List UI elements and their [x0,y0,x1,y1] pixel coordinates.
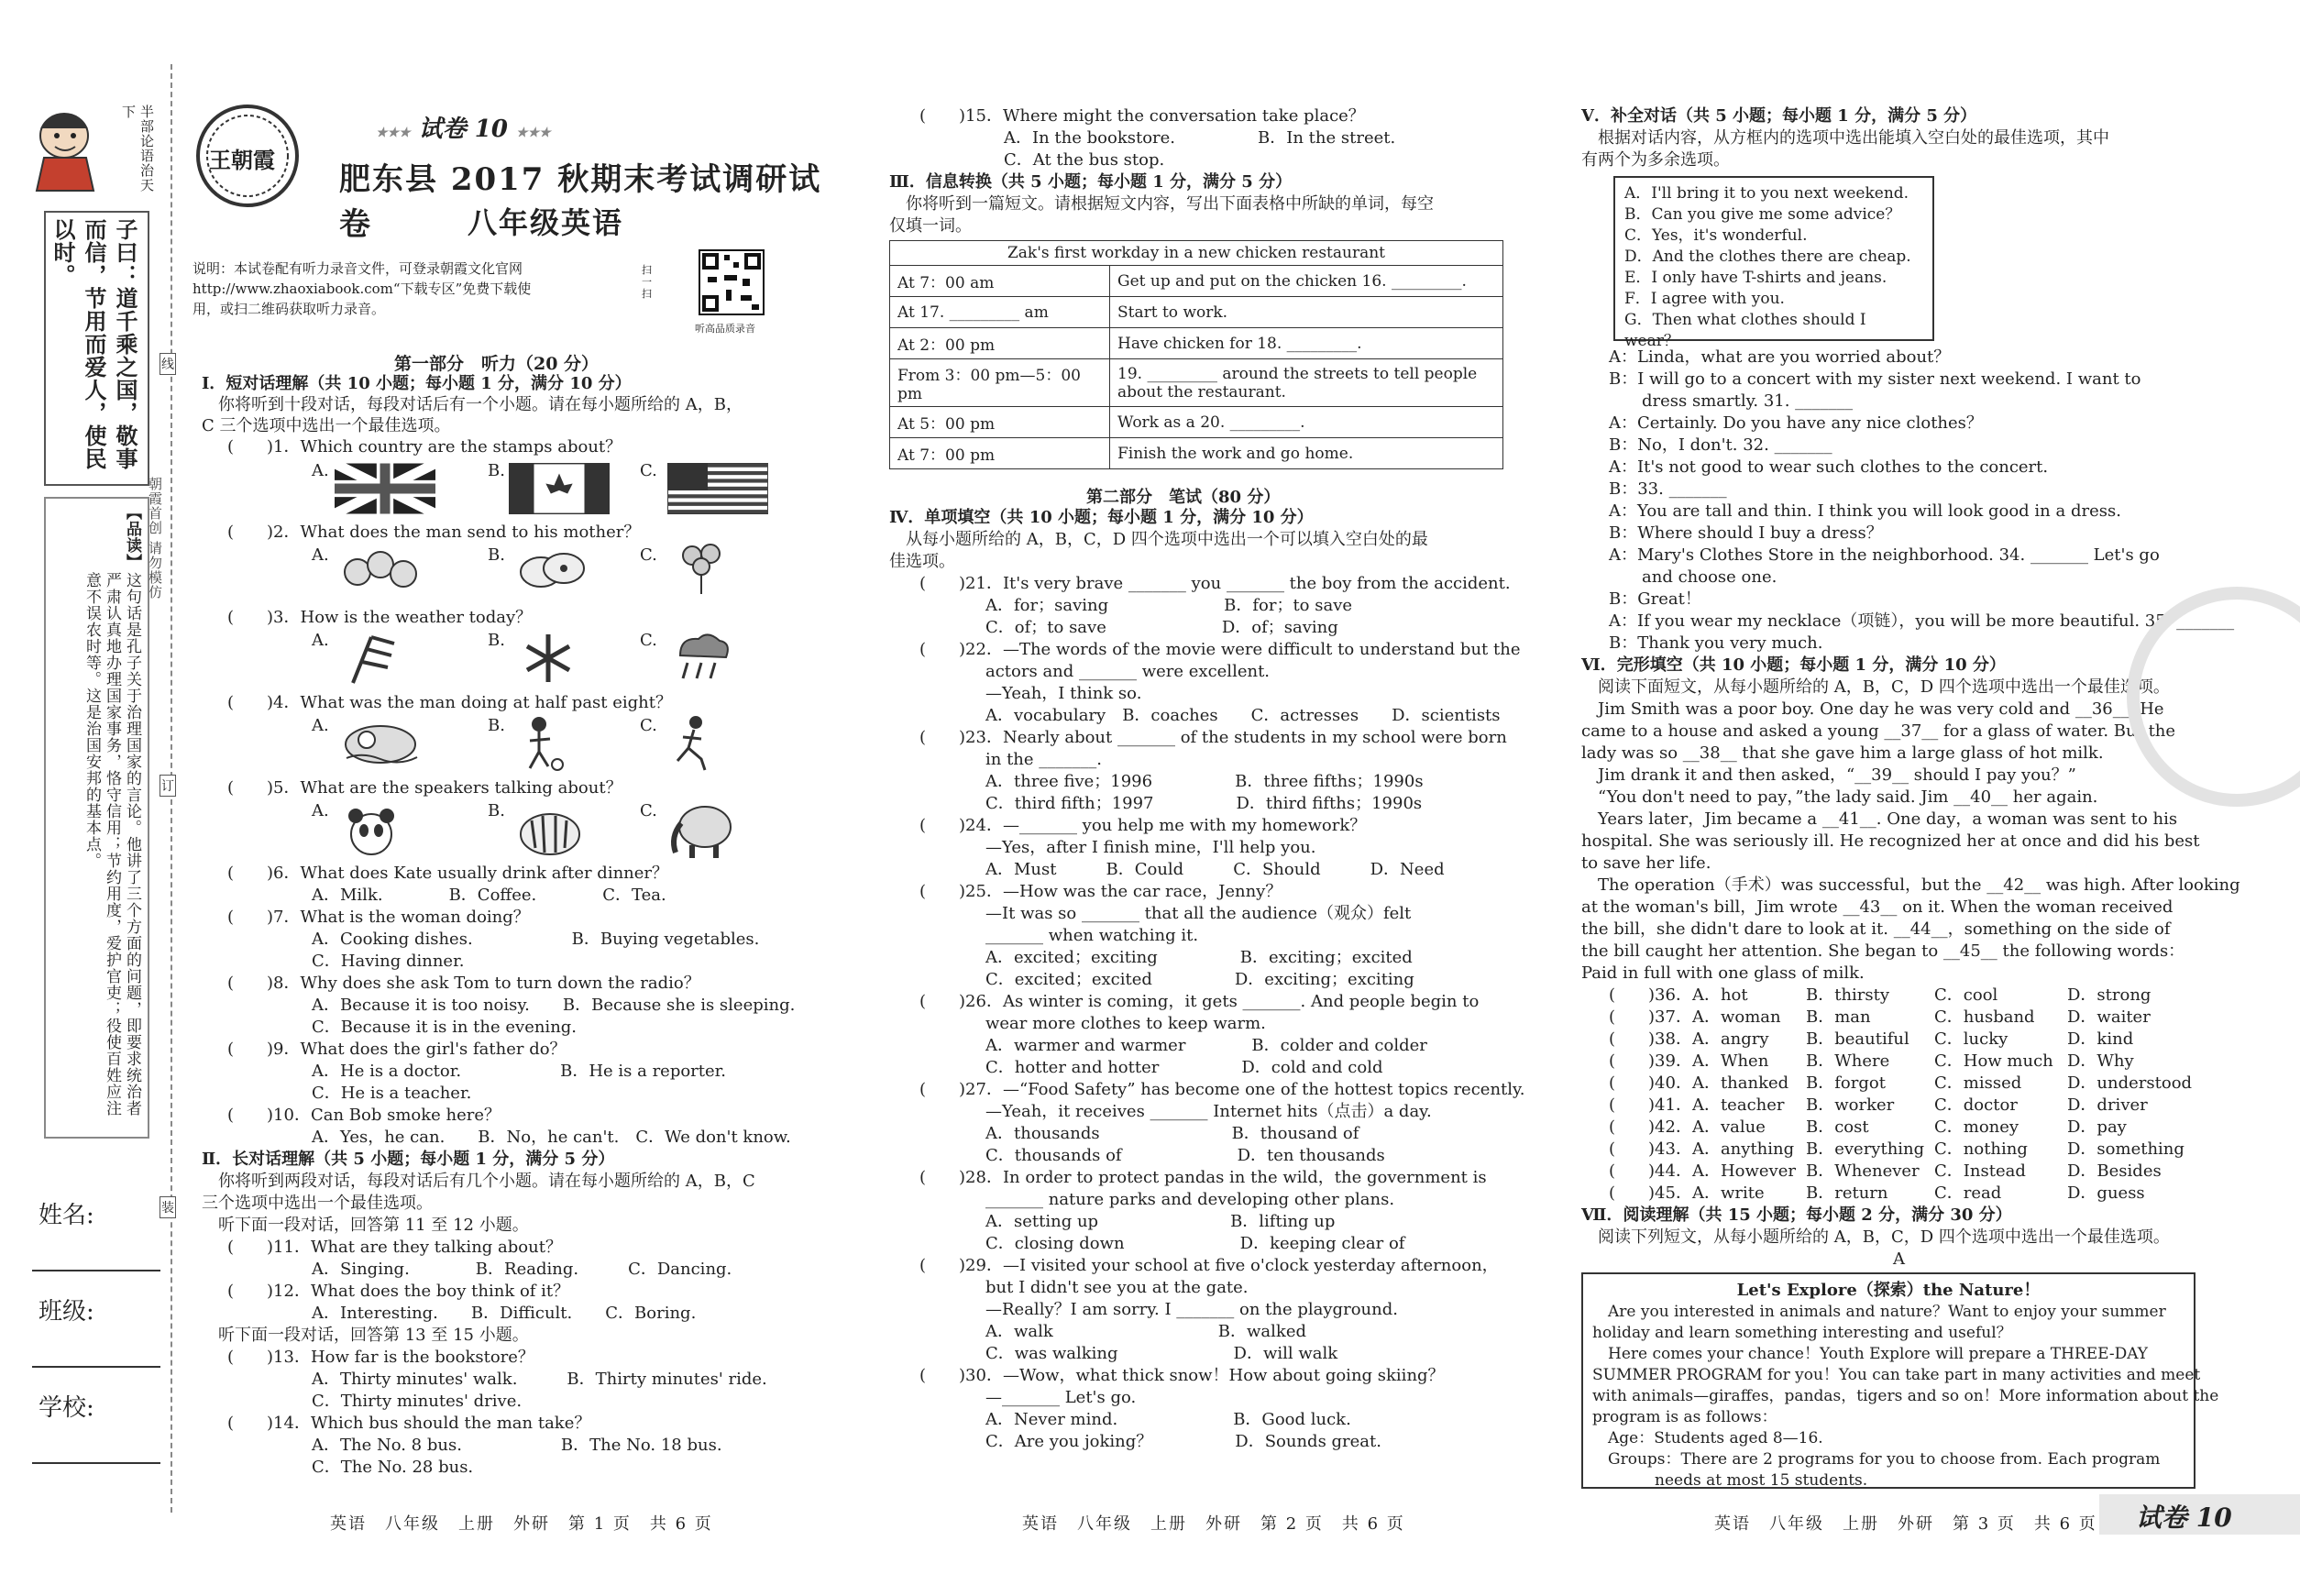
question-line: C．was walking D．will walk [919,1344,1338,1363]
flowers-icon [669,539,733,602]
cloze-option: B．Where [1806,1051,1890,1071]
tiger-icon [513,798,587,864]
cloze-option: ( )36．A．hot [1609,985,1748,1005]
cloze-option: B．Whenever [1806,1161,1920,1181]
sec3-instr-1: 你将听到一篇短文。请根据短文内容，写出下面表格中所缺的单词，每空 [889,194,1434,214]
question-line: —_______ Let's go. [919,1388,1137,1407]
dialogue-line: dress smartly. 31. _______ [1609,391,1854,411]
option-b-label: B. [488,716,505,735]
class-label: 班级: [39,1298,94,1326]
motto-top: 半部论语治天下 [120,105,155,193]
cloze-option-row [1609,1029,2195,1051]
question-line: A．walk B．walked [919,1322,1307,1341]
question-7: ( )7．What is the woman doing？ [227,908,530,927]
cloze-option: ( )40．A．thanked [1609,1073,1789,1093]
box-option: F．I agree with you. [1624,290,1785,308]
passage-letter: A [1893,1249,1905,1269]
question-15-options-2: C．At the bus stop. [1004,150,1165,170]
cloze-option-row [1609,1095,2195,1117]
question-line: ( )21．It's very brave _______ you _______ the boy from the accident. [919,574,1511,593]
passage-line: holiday and learn something interesting and useful？ [1592,1324,2012,1342]
passage-line: needs at most 15 students. [1592,1471,1868,1490]
question-line: A．setting up B．lifting up [919,1212,1336,1231]
cloze-option-row [1609,1117,2195,1139]
sec5-instr-2: 有两个为多余选项。 [1581,150,1730,170]
dialogue-line: B：Where should I buy a dress？ [1609,523,1883,543]
exam-subtitle: 八年级英语 [468,205,624,240]
page-1 [193,101,834,1534]
reading-label: 【品读】 [123,504,141,570]
question-line: —Yeah，I think so. [919,684,1142,703]
sec4-title: Ⅳ．单项填空（共 10 小题；每小题 1 分，满分 10 分） [889,508,1314,527]
question-9-options-1: A．He is a doctor. B．He is a reporter. [312,1062,727,1081]
panda-icon [339,799,403,863]
passage-text [1592,1302,2219,1491]
option-c-label: C. [640,716,657,735]
box-option: A．I'll bring it to you next weekend. [1624,184,1909,203]
question-12-options: A．Interesting. B．Difficult. C．Boring. [312,1304,697,1323]
cloze-option: D．understood [2067,1073,2193,1093]
sidebar [28,101,170,1476]
cloze-option-row [1609,1183,2195,1205]
cloze-option: C．missed [1934,1073,2022,1093]
dialogue-line: A：Mary's Clothes Store in the neighborhood. 34. _______ Let's go [1609,545,2160,565]
option-a-label: A. [312,545,329,565]
dialogue-line: A：You are tall and thin. I think you will look good in a dress. [1609,501,2121,521]
option-b-label: B. [488,801,505,820]
question-8-options-1: A．Because it is too noisy. B．Because she is sleeping. [312,996,796,1015]
class-field[interactable] [32,1366,160,1368]
box-option: G．Then what clothes should I wear？ [1624,311,1866,350]
table-cell: Get up and put on the chicken 16. _________. [1110,266,1503,297]
cloze-option: B．worker [1806,1095,1895,1115]
cloze-option: ( )45．A．write [1609,1183,1765,1203]
cloze-option-row [1609,985,2195,1007]
table-cell: At 2：00 pm [890,328,1110,359]
passage-title: Let's Explore（探索）the Nature！ [1736,1281,2041,1300]
question-12: ( )12．What does the boy think of it？ [227,1282,570,1301]
windy-icon [344,633,399,691]
dialogue-line: B：I will go to a concert with my sister next weekend. I want to [1609,369,2141,389]
cloze-option: D．guess [2067,1183,2145,1203]
cloze-option: ( )39．A．When [1609,1051,1769,1071]
listen-instr-2: 听下面一段对话，回答第 13 至 15 小题。 [202,1326,529,1345]
sec7-instr: 阅读下列短文，从每小题所给的 A，B，C，D 四个选项中选出一个最佳选项。 [1581,1227,2170,1247]
name-field[interactable] [32,1270,160,1271]
question-line: in the _______. [919,750,1102,769]
question-6: ( )6．What does Kate usually drink after dinner？ [227,864,669,883]
dialogue [1609,347,2235,655]
cloze-option: D．something [2067,1139,2184,1159]
cloze-option: C．cool [1934,985,1998,1005]
page-3 [1577,101,2240,1534]
cloze-option: D．pay [2067,1117,2127,1137]
brand-logo [193,101,303,211]
question-line: A．three five；1996 B．three fifths；1990s [919,772,1424,791]
cloze-passage [1581,699,2240,985]
canada-flag-icon [509,463,610,514]
cloze-option-row [1609,1073,2195,1095]
option-a-label: A. [312,631,329,650]
header-note: 说明：本试卷配有听力录音文件，可登录朝霞文化官网 http://www.zhaoxiabook.com“下载专区”免费下载使 用，或扫二维码获取听力录音。 [193,260,532,317]
passage-line: SUMMER PROGRAM for you！You can take part in many activities and meet [1592,1366,2201,1384]
part2-title: 第二部分 笔试（80 分） [1086,488,1281,507]
question-line: C．thousands of D．ten thousands [919,1146,1385,1165]
question-13-options-1: A．Thirty minutes' walk. B．Thirty minutes' ride. [312,1370,767,1389]
cloze-line: hospital. She was seriously ill. He recognized her at once and did his best [1581,831,2200,851]
question-line: but I didn't see you at the gate. [919,1278,1249,1297]
rainy-icon [669,628,733,688]
question-11-options: A．Singing. B．Reading. C．Dancing. [312,1260,732,1279]
cloze-option-row [1609,1051,2195,1073]
option-a-label: A. [312,461,329,480]
cloze-line: “You don't need to pay，”the lady said. Jim __40__ her again. [1581,787,2098,807]
seal-char-1: 线 [160,353,176,375]
seal-char-3: 装 [160,1196,176,1218]
option-c-label: C. [640,801,657,820]
question-14-options-2: C．The No. 28 bus. [312,1458,474,1477]
question-line: wear more clothes to keep warm. [919,1014,1266,1033]
cloze-option: D．kind [2067,1029,2134,1049]
cloze-option: B．man [1806,1007,1871,1027]
question-15-options-1: A．In the bookstore. B．In the street. [1004,128,1396,148]
cloze-line: Paid in full with one glass of milk. [1581,963,1865,983]
question-line: C．third fifth；1997 D．third fifths；1990s [919,794,1423,813]
sec1-instr-1: 你将听到十段对话，每段对话后有一个小题。请在每小题所给的 A，B， [202,395,743,414]
question-8: ( )8．Why does she ask Tom to turn down the radio？ [227,974,700,993]
cloze-option: B．cost [1806,1117,1869,1137]
uk-flag-icon [335,463,435,514]
table-cell: At 5：00 pm [890,407,1110,438]
question-line: ( )29．—I visited your school at five o'clock yesterday afternoon， [919,1256,1499,1275]
passage-line: with animals—giraffes，pandas，tigers and so on！More information about the [1592,1387,2219,1405]
cloze-option: D．strong [2067,985,2151,1005]
question-line: A．Must B．Could C．Should D．Need [919,860,1445,879]
cloze-option: ( )44．A．However [1609,1161,1796,1181]
single-choice-questions [919,573,1525,1453]
quote-box [44,211,149,486]
cloze-option: C．money [1934,1117,2019,1137]
question-7-options-2: C．Having dinner. [312,952,465,971]
sec7-title: Ⅶ．阅读理解（共 15 小题；每小题 2 分，满分 30 分） [1581,1205,2012,1225]
dialogue-line: A：Certainly. Do you have any nice clothes？ [1609,413,1983,433]
dialogue-line: A：It's not good to wear such clothes to the concert. [1609,457,2049,477]
sec3-instr-2: 仅填一词。 [889,216,972,236]
question-9-options-2: C．He is a teacher. [312,1084,472,1103]
table-cell: Work as a 20. _________. [1110,407,1503,438]
dialogue-line: B：Great！ [1609,589,1701,609]
box-option: B．Can you give me some advice？ [1624,205,1901,224]
question-9: ( )9．What does the girl's father do？ [227,1040,567,1059]
passage-line: Are you interested in animals and nature？Want to enjoy your summer [1592,1303,2166,1321]
question-4: ( )4．What was the man doing at half past eight？ [227,693,672,712]
cloze-option-row [1609,1161,2195,1183]
dialogue-line: and choose one. [1609,567,1777,587]
table-cell: At 17. _________ am [890,297,1110,328]
cloze-option: ( )43．A．anything [1609,1139,1795,1159]
question-line: A．warmer and warmer B．colder and colder [919,1036,1427,1055]
question-line: actors and _______ were excellent. [919,662,1271,681]
sec5-instr-1: 根据对话内容，从方框内的选项中选出能填入空白处的最佳选项，其中 [1581,128,2109,148]
passage-line: Age：Students aged 8—16. [1592,1429,1823,1447]
cookies-icon [339,545,422,599]
cloze-option: D．driver [2067,1095,2148,1115]
table-row [890,297,1503,328]
running-icon [665,713,720,776]
question-14: ( )14．Which bus should the man take？ [227,1414,591,1433]
listen-instr-1: 听下面一段对话，回答第 11 至 12 小题。 [202,1216,529,1235]
page-2 [885,101,1525,1534]
option-c-label: C. [640,631,657,650]
cloze-line: Jim Smith was a poor boy. One day he was very cold and __36__. He [1581,699,2164,719]
cloze-line: Years later，Jim became a __41__. One day，a woman was sent to his [1581,809,2178,829]
question-line: —It was so _______ that all the audience（观众）felt [919,904,1412,923]
cloze-option: D．Why [2067,1051,2134,1071]
corner-tag [2099,1494,2300,1535]
table-row [890,328,1503,359]
cloze-line: Jim drank it and then asked，“__39__ should I pay you？” [1581,765,2076,785]
question-line: ( )25．—How was the car race，Jenny？ [919,882,1282,901]
cloze-line: The operation（手术）was successful，but the __42__ was high. After looking [1581,875,2240,895]
option-b-label: B. [488,631,505,650]
page-2-footer: 英语 八年级 上册 外研 第 2 页 共 6 页 [1022,1514,1405,1534]
cloze-line: lady was so __38__ that she gave him a large glass of hot milk. [1581,743,2104,763]
sec6-title: Ⅵ．完形填空（共 10 小题；每小题 1 分，满分 10 分） [1581,655,2006,675]
dialogue-line: B：33. _______ [1609,479,1727,499]
cloze-option-row [1609,1007,2195,1029]
sec1-instr-2: C 三个选项中选出一个最佳选项。 [202,416,451,435]
passage-box [1581,1272,2219,1490]
question-13-options-2: C．Thirty minutes' drive. [312,1392,523,1411]
question-line: —Really？I am sorry. I _______ on the playground. [919,1300,1398,1319]
table-cell: From 3：00 pm—5：00 pm [890,359,1110,407]
question-line: A．Never mind. B．Good luck. [919,1410,1351,1429]
sec2-instr-1: 你将听到两段对话，每段对话后有几个小题。请在每小题所给的 A，B，C [202,1172,755,1191]
box-option: E．I only have T-shirts and jeans. [1624,269,1887,287]
dialogue-line: A：Linda，what are you worried about？ [1609,347,1951,367]
part1-title: 第一部分 听力（20 分） [394,354,600,374]
reading-text: 这句话是孔子关于治理国家的言论。他讲了三个方面的问题，即要求统治者严肃认真地办理国家事务，恪守信用；节约用度，爱护官吏；役使百姓应注意不误农时等。这是治国安邦的基本点。 [83,572,141,1117]
question-line: ( )26．As winter is coming，it gets _______. And people begin to [919,992,1480,1011]
question-line: C．of；to save D．of；saving [919,618,1338,637]
passage-line: Here comes your chance！Youth Explore will prepare a THREE-DAY [1592,1345,2149,1363]
question-3: ( )3．How is the weather today？ [227,608,533,627]
elephant-icon [665,796,738,864]
football-icon [513,713,568,776]
question-1: ( )1．Which country are the stamps about？ [227,437,622,457]
qr-caption: 听高品质录音 [695,323,755,335]
cloze-option-row [1609,1139,2195,1161]
table-cell: Finish the work and go home. [1110,438,1503,469]
question-line: ( )22．—The words of the movie were difficult to understand but the [919,640,1521,659]
question-line: ( )28．In order to protect pandas in the wild，the government is [919,1168,1487,1187]
page-1-footer: 英语 八年级 上册 外研 第 1 页 共 6 页 [330,1514,713,1534]
info-table [889,240,1503,469]
cloze-line: at the woman's bill，Jim wrote __43__ on it. When the woman received [1581,897,2173,917]
cloze-option: C．Instead [1934,1161,2026,1181]
table-cell: At 7：00 am [890,266,1110,297]
option-a-label: A. [312,801,329,820]
cloze-line: the bill caught her attention. She began to __45__ the following words： [1581,941,2185,961]
cloze-option: ( )41．A．teacher [1609,1095,1785,1115]
cloze-option: C．nothing [1934,1139,2028,1159]
reading-box [44,497,149,1139]
sec4-instr-2: 佳选项。 [889,552,955,571]
cloze-line: to save her life. [1581,853,1711,873]
paper-number [376,110,551,144]
question-7-options-1: A．Cooking dishes. B．Buying vegetables. [312,930,760,949]
info-table-title: Zak's first workday in a new chicken restaurant [890,241,1503,266]
usa-flag-icon [667,463,768,514]
question-line: A．for；saving B．for；to save [919,596,1353,615]
table-cell: Start to work. [1110,297,1503,328]
cloze-option: B．forgot [1806,1073,1886,1093]
options-box [1613,176,1934,350]
option-b-label: B. [488,545,505,565]
table-cell: Have chicken for 18. _________. [1110,328,1503,359]
sec5-title: Ⅴ．补全对话（共 5 小题；每小题 1 分，满分 5 分） [1581,106,1977,126]
question-line: ( )24．—_______ you help me with my homework？ [919,816,1367,835]
table-cell: At 7：00 pm [890,438,1110,469]
question-11: ( )11．What are they talking about？ [227,1238,562,1257]
question-line: ( )27．—“Food Safety” has become one of the hottest topics recently. [919,1080,1525,1099]
sec2-instr-2: 三个选项中选出一个最佳选项。 [202,1194,433,1213]
cds-icon [513,545,596,599]
dialogue-line: B：Thank you very much. [1609,633,1823,653]
question-line: C．closing down D．keeping clear of [919,1234,1405,1253]
cloze-line: the bill，she didn't dare to look at it. __44__，something on the side of [1581,919,2171,939]
cloze-option: C．How much [1934,1051,2053,1071]
question-13: ( )13．How far is the bookstore？ [227,1348,534,1367]
option-a-label: A. [312,716,329,735]
question-5: ( )5．What are the speakers talking about？ [227,778,622,798]
option-c-label: C. [640,545,657,565]
exam-title: 肥东县 2017 秋期末考试调研试卷 [339,161,822,243]
passage-line: program is as follows： [1592,1408,1777,1426]
page-3-footer: 英语 八年级 上册 外研 第 3 页 共 6 页 [1714,1514,2097,1534]
question-15: ( )15．Where might the conversation take place？ [919,106,1365,126]
cloze-option: B．thirsty [1806,985,1890,1005]
dialogue-line: A：If you wear my necklace（项链），you will be more beautiful. 35. _______ [1609,611,2235,631]
option-c-label: C. [640,461,657,480]
question-line: C．Are you joking？ D．Sounds great. [919,1432,1381,1451]
cloze-option: C．doctor [1934,1095,2018,1115]
brand-name: 王朝霞 [209,147,275,173]
question-line: C．hotter and hotter D．cold and cold [919,1058,1383,1077]
seal-char-2: 订 [160,775,176,797]
confucius-avatar [28,101,115,193]
stamp-note: 朝霞首创 请勿模仿 [147,477,163,600]
table-cell: 19. _________ around the streets to tell people about the restaurant. [1110,359,1503,407]
cloze-option: D．Besides [2067,1161,2162,1181]
swimming-icon [339,717,422,774]
cloze-option: ( )42．A．value [1609,1117,1766,1137]
sec1-title: Ⅰ．短对话理解（共 10 小题；每小题 1 分，满分 10 分） [202,374,632,393]
cloze-line: came to a house and asked a young __37__ for a glass of water. But the [1581,721,2176,741]
corner-tag-text: 试卷 10 [2136,1502,2232,1533]
box-option: D．And the clothes there are cheap. [1624,248,1911,266]
question-line: ( )30．—Wow，what thick snow！How about going skiing？ [919,1366,1445,1385]
question-line: —Yes，after I finish mine，I'll help you. [919,838,1316,857]
cloze-options [1609,985,2195,1205]
sec4-instr-1: 从每小题所给的 A，B，C，D 四个选项中选出一个可以填入空白处的最 [889,530,1428,549]
school-field[interactable] [32,1462,160,1464]
school-label: 学校: [39,1394,94,1422]
question-14-options-1: A．The No. 8 bus. B．The No. 18 bus. [312,1436,722,1455]
qr-code[interactable] [699,249,765,315]
question-10-options: A．Yes，he can. B．No，he can't. C．We don't know. [312,1128,791,1147]
question-2: ( )2．What does the man send to his mother？ [227,523,641,542]
cloze-option: ( )38．A．angry [1609,1029,1769,1049]
paper-number-text: 试卷 10 [418,116,508,143]
cloze-option: C．lucky [1934,1029,2008,1049]
sec3-title: Ⅲ．信息转换（共 5 小题；每小题 1 分，满分 5 分） [889,172,1293,192]
question-line: ( )23．Nearly about _______ of the students in my school were born [919,728,1507,747]
question-line: C．excited；excited D．exciting；exciting [919,970,1414,989]
options-list [1624,183,1923,352]
question-10: ( )10．Can Bob smoke here？ [227,1106,501,1125]
table-row [890,438,1503,469]
question-6-options: A．Milk. B．Coffee. C．Tea. [312,886,666,905]
cloze-option: D．waiter [2067,1007,2151,1027]
cloze-option: B．everything [1806,1139,1925,1159]
box-option: C．Yes，it's wonderful. [1624,226,1808,245]
table-row [890,266,1503,297]
sec2-title: Ⅱ．长对话理解（共 5 小题；每小题 1 分，满分 5 分） [202,1150,615,1169]
question-line: _______ nature parks and developing other plans. [919,1190,1395,1209]
question-line: A．vocabulary B．coaches C．actresses D．scientists [919,706,1501,725]
scan-label: 扫一扫 [642,264,652,300]
snow-icon [521,631,576,689]
table-row [890,407,1503,438]
cloze-option: ( )37．A．woman [1609,1007,1781,1027]
question-line: A．excited；exciting B．exciting；excited [919,948,1413,967]
passage-line: Groups：There are 2 programs for you to choose from. Each program [1592,1450,2161,1469]
name-label: 姓名: [39,1202,94,1229]
cloze-option: B．beautiful [1806,1029,1909,1049]
cloze-option: B．return [1806,1183,1888,1203]
confucius-quote: 子曰：道千乘之国，敬事而信，节用而爱人，使民以时。 [50,218,138,470]
cloze-option: C．read [1934,1183,2002,1203]
question-line: A．thousands B．thousand of [919,1124,1359,1143]
star-icon: ★★★ [516,126,551,140]
option-b-label: B. [488,461,505,480]
question-line: —Yeah，it receives _______ Internet hits（点击）a day. [919,1102,1432,1121]
star-icon: ★★★ [376,126,411,140]
question-line: _______ when watching it. [919,926,1199,945]
sec6-instr: 阅读下面短文，从每小题所给的 A，B，C，D 四个选项中选出一个最佳选项。 [1581,677,2170,697]
cloze-option: C．husband [1934,1007,2035,1027]
question-8-options-2: C．Because it is in the evening. [312,1018,578,1037]
table-row [890,359,1503,407]
dialogue-line: B：No，I don't. 32. _______ [1609,435,1832,455]
